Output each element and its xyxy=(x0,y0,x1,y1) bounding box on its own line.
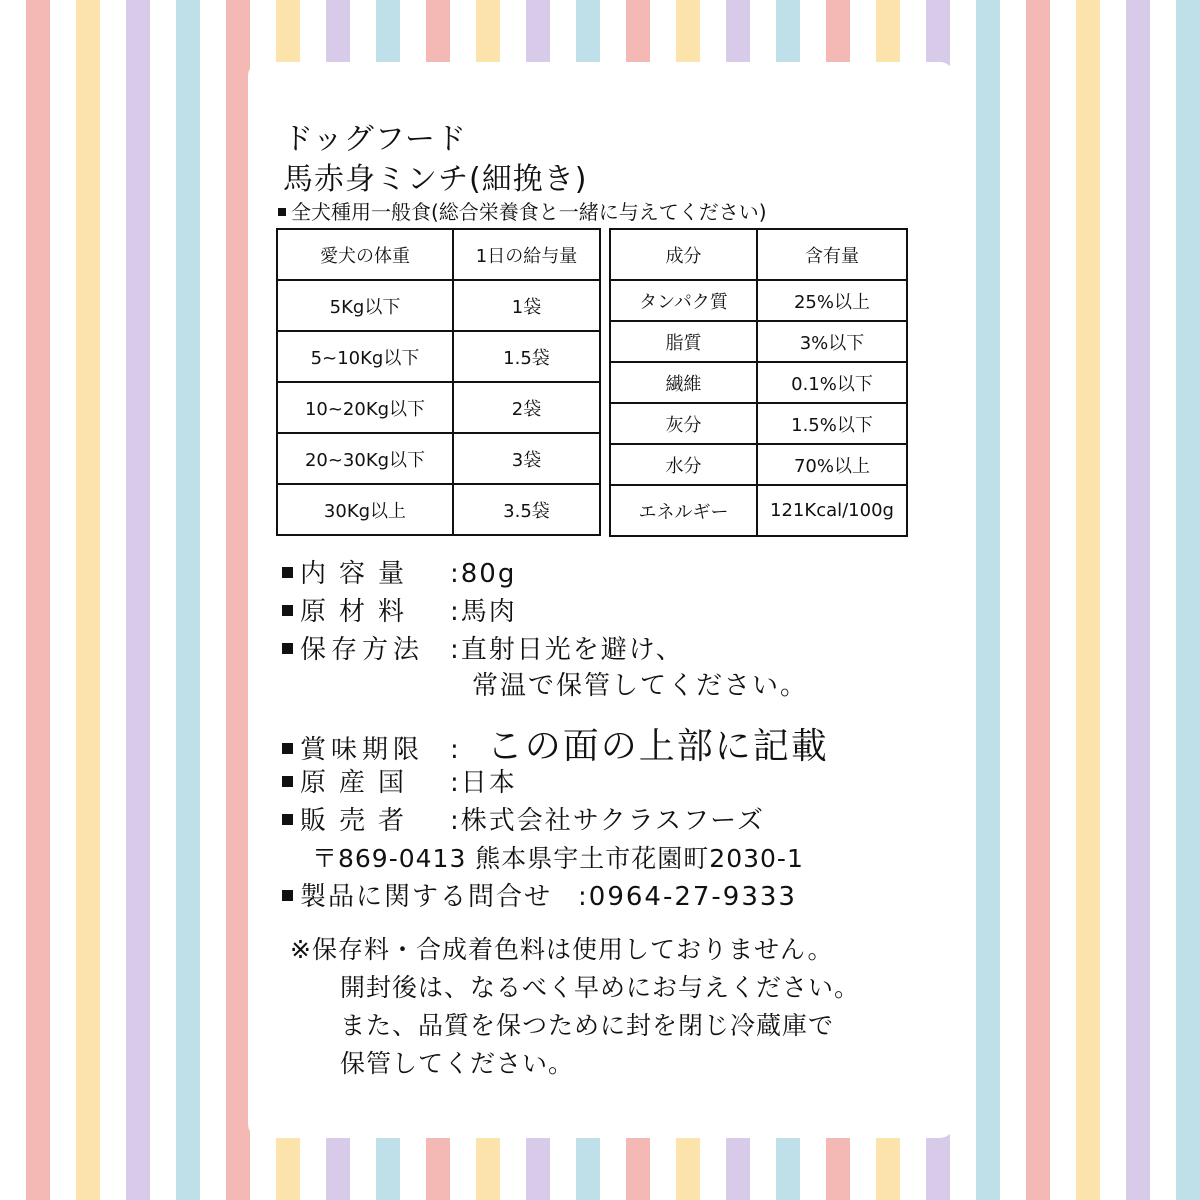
field-label: 賞味期限 xyxy=(300,735,425,765)
bullet-icon xyxy=(282,814,293,825)
field-value: :直射日光を避け、 xyxy=(450,635,684,665)
field-value: :日本 xyxy=(450,768,517,798)
feeding-note xyxy=(278,196,767,225)
product-category: ドッグフード xyxy=(283,122,467,157)
table-header-row xyxy=(610,229,907,280)
note-line: 開封後は、なるべく早めにお与えください。 xyxy=(340,973,861,1002)
note-line: 保管してください。 xyxy=(340,1049,575,1078)
expiry-value: この面の上部に記載 xyxy=(486,726,829,767)
table-row xyxy=(610,403,907,444)
ingredients-row xyxy=(282,591,517,628)
storage-value-line-2: 常温で保管してください。 xyxy=(472,671,809,701)
table-row xyxy=(277,433,600,484)
table-cell: 25%以上 xyxy=(757,280,907,321)
field-value: :馬肉 xyxy=(450,597,517,627)
table-cell: 30Kg以上 xyxy=(277,484,453,535)
table-row xyxy=(277,280,600,331)
feeding-note-text: 全犬種用一般食(総合栄養食と一緒に与えてください) xyxy=(291,200,767,224)
table-cell: 0.1%以下 xyxy=(757,362,907,403)
table-cell: 70%以上 xyxy=(757,444,907,485)
table-cell: 3%以下 xyxy=(757,321,907,362)
nutrition-table xyxy=(609,228,908,537)
table-cell: 水分 xyxy=(610,444,757,485)
table-row xyxy=(610,444,907,485)
table-cell: タンパク質 xyxy=(610,280,757,321)
table-row xyxy=(610,280,907,321)
bullet-icon xyxy=(282,605,293,616)
table-cell: 5Kg以下 xyxy=(277,280,453,331)
table-cell: 10~20Kg以下 xyxy=(277,382,453,433)
table-cell: 1.5%以下 xyxy=(757,403,907,444)
table-cell: 灰分 xyxy=(610,403,757,444)
field-label: 原材料 xyxy=(300,597,418,627)
field-value: :80g xyxy=(450,559,517,589)
seller-row xyxy=(282,800,765,837)
table-row xyxy=(277,331,600,382)
table-cell: 1.5袋 xyxy=(453,331,600,382)
table-row xyxy=(277,382,600,433)
table-cell: 20~30Kg以下 xyxy=(277,433,453,484)
table-row xyxy=(610,321,907,362)
table-cell: 3.5袋 xyxy=(453,484,600,535)
content-amount-row xyxy=(282,553,516,590)
bullet-icon xyxy=(282,776,293,787)
table-cell: エネルギー xyxy=(610,485,757,536)
field-label: 保存方法 xyxy=(300,635,425,665)
storage-row xyxy=(282,629,684,666)
bullet-icon xyxy=(282,643,293,654)
bullet-icon xyxy=(282,743,293,754)
field-colon: : xyxy=(450,735,461,765)
field-label: 内容量 xyxy=(300,559,418,589)
table-row xyxy=(610,362,907,403)
note-line: ※保存料・合成着色料は使用しておりません。 xyxy=(290,935,834,964)
field-label: 製品に関する問合せ xyxy=(300,882,553,912)
feeding-table xyxy=(276,228,601,536)
table-cell: 5~10Kg以下 xyxy=(277,331,453,382)
origin-row xyxy=(282,762,517,799)
table-row xyxy=(610,485,907,536)
table-header-cell: 成分 xyxy=(610,229,757,280)
table-cell: 繊維 xyxy=(610,362,757,403)
field-label: 原産国 xyxy=(300,768,418,798)
field-label: 販売者 xyxy=(300,806,418,836)
field-value: :株式会社サクラスフーズ xyxy=(450,806,765,836)
bullet-icon xyxy=(282,567,293,578)
note-line: また、品質を保つために封を閉じ冷蔵庫で xyxy=(340,1011,835,1040)
table-row xyxy=(277,484,600,535)
table-cell: 1袋 xyxy=(453,280,600,331)
product-name: 馬赤身ミンチ(細挽き) xyxy=(283,162,588,197)
bullet-icon xyxy=(282,890,293,901)
table-header-row xyxy=(277,229,600,280)
field-value: :0964-27-9333 xyxy=(578,882,797,912)
seller-address: 〒869-0413 熊本県宇土市花園町2030-1 xyxy=(312,844,804,873)
table-cell: 3袋 xyxy=(453,433,600,484)
bullet-icon xyxy=(278,208,286,216)
table-cell: 121Kcal/100g xyxy=(757,485,907,536)
table-header-cell: 愛犬の体重 xyxy=(277,229,453,280)
table-header-cell: 1日の給与量 xyxy=(453,229,600,280)
product-label xyxy=(248,62,954,1138)
table-header-cell: 含有量 xyxy=(757,229,907,280)
inquiry-row xyxy=(282,876,797,913)
table-cell: 2袋 xyxy=(453,382,600,433)
table-cell: 脂質 xyxy=(610,321,757,362)
